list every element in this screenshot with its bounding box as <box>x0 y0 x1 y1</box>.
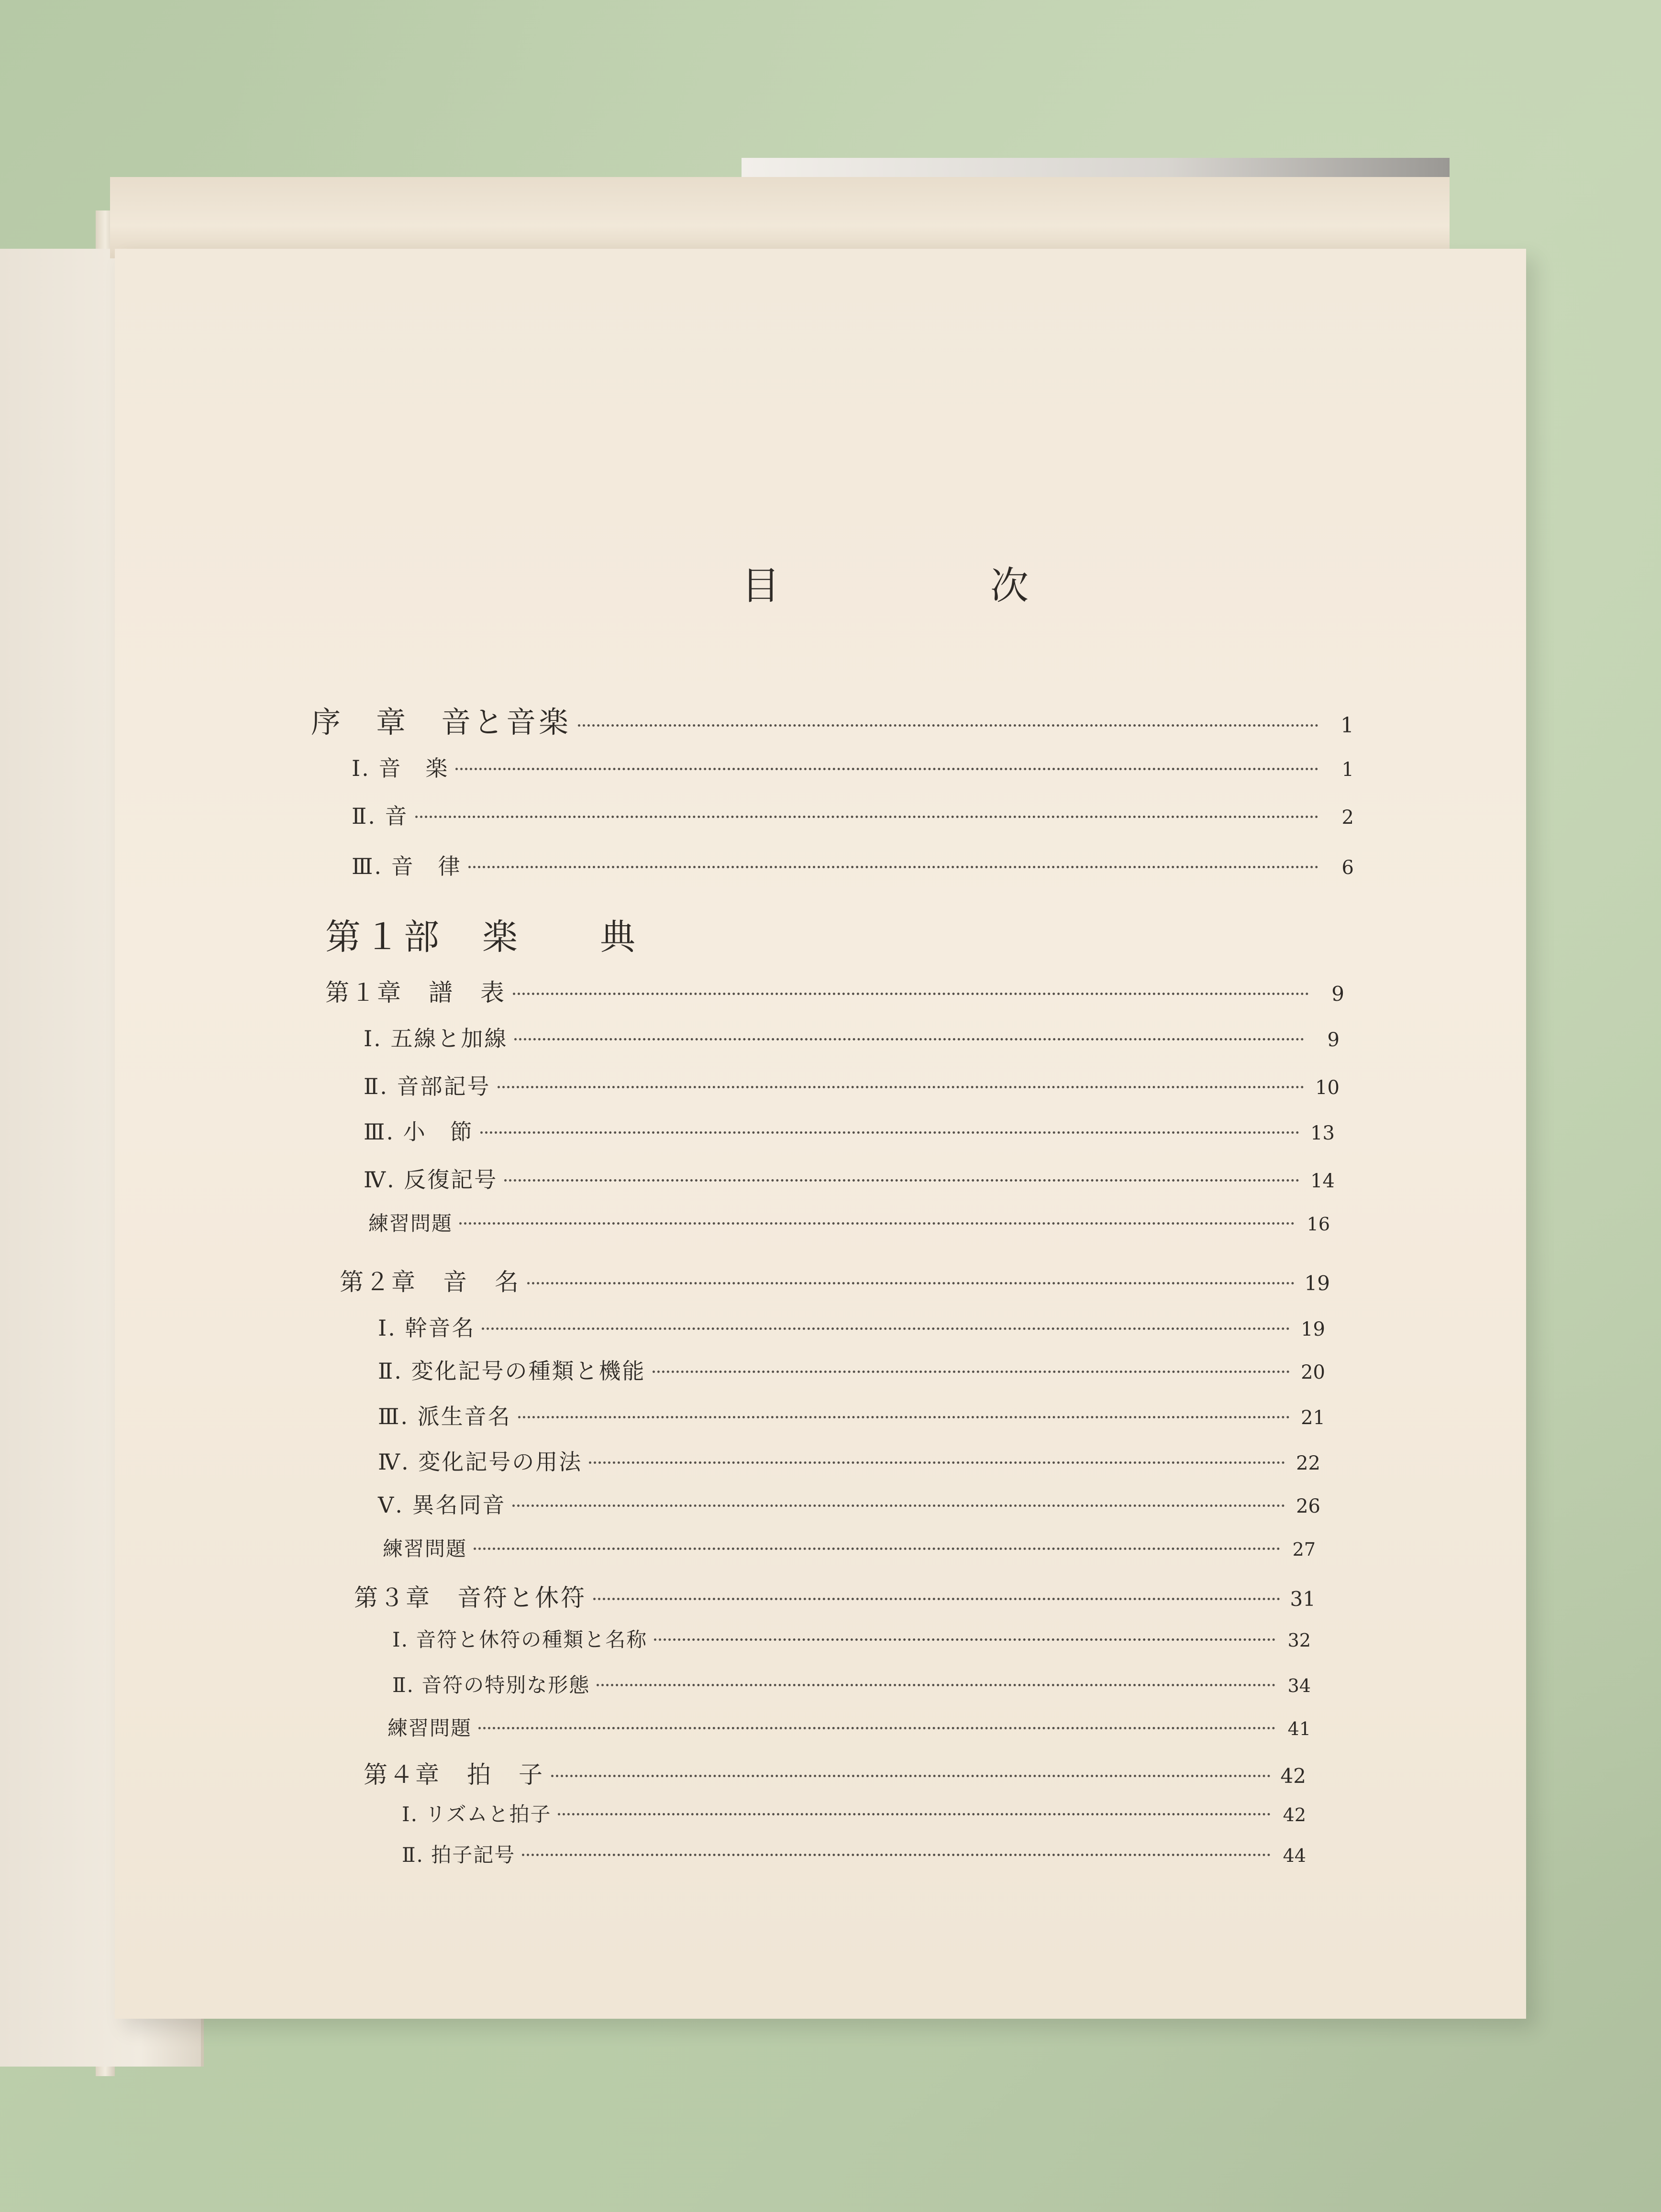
toc-entry-label: Ⅳ. 反復記号 <box>364 1167 498 1193</box>
part-heading: 第１部 楽 典 <box>325 917 639 958</box>
toc-entry-page-number: 1 <box>1341 759 1354 781</box>
toc-entry-label: Ⅲ. 音 律 <box>352 853 462 879</box>
toc-entry <box>325 973 1344 1008</box>
dot-leader <box>498 1086 1304 1088</box>
toc-entry-page-number: 27 <box>1292 1539 1316 1560</box>
toc-entry <box>402 1839 1306 1868</box>
toc-entry <box>383 1533 1316 1562</box>
toc-entry-label: Ⅴ. 異名同音 <box>378 1492 506 1518</box>
dot-leader <box>518 1416 1290 1418</box>
toc-entry <box>378 1354 1325 1385</box>
toc-entry <box>364 1756 1306 1790</box>
toc-entry-label: Ⅰ. 音符と休符の種類と名称 <box>392 1628 648 1651</box>
toc-entry-page-number: 10 <box>1315 1077 1340 1099</box>
dot-leader <box>468 866 1318 868</box>
toc-entry-label: Ⅲ. 派生音名 <box>378 1404 511 1429</box>
toc-entry-page-number: 6 <box>1341 857 1354 879</box>
dot-leader <box>415 816 1318 818</box>
toc-entry <box>364 1115 1335 1146</box>
toc-entry <box>352 799 1354 830</box>
dot-leader <box>589 1461 1285 1464</box>
toc-entry-label: Ⅰ. 音 楽 <box>352 755 449 781</box>
toc-entry-page-number: 21 <box>1301 1407 1325 1429</box>
toc-entry-label: 序 章 音と音楽 <box>311 705 572 740</box>
toc-entry-label: 練習問題 <box>383 1537 467 1560</box>
dot-leader <box>514 1038 1304 1040</box>
toc-entry-label: Ⅱ. 音符の特別な形態 <box>392 1673 590 1697</box>
toc-entry-page-number: 14 <box>1310 1170 1335 1192</box>
toc-entry-page-number: 31 <box>1290 1587 1316 1611</box>
toc-entry-page-number: 9 <box>1327 1029 1340 1051</box>
toc-entry-page-number: 13 <box>1310 1122 1335 1144</box>
toc-entry <box>378 1445 1320 1476</box>
toc-entry-page-number: 2 <box>1341 807 1354 829</box>
toc-entry-page-number: 19 <box>1301 1318 1325 1340</box>
toc-entry-page-number: 32 <box>1287 1630 1311 1651</box>
toc-entry <box>368 1208 1330 1237</box>
toc-entry-label: 練習問題 <box>388 1716 472 1740</box>
dot-leader <box>558 1813 1271 1815</box>
toc-entry-label: Ⅱ. 拍子記号 <box>402 1843 516 1867</box>
toc-entry <box>352 849 1354 881</box>
toc-entry <box>364 1069 1340 1101</box>
toc-title: 目 次 <box>742 564 1115 608</box>
dot-leader <box>459 1222 1295 1225</box>
toc-entry-page-number: 19 <box>1304 1272 1330 1295</box>
dot-leader <box>478 1727 1275 1729</box>
toc-entry <box>340 1263 1330 1297</box>
toc-entry <box>378 1311 1325 1342</box>
toc-entry-page-number: 41 <box>1287 1718 1311 1739</box>
toc-entry-label: 第４章 拍 子 <box>364 1761 544 1789</box>
toc-entry <box>364 1162 1335 1194</box>
toc-entry <box>402 1799 1306 1827</box>
dot-leader <box>551 1775 1271 1777</box>
dot-leader <box>480 1131 1299 1134</box>
toc-entry <box>378 1488 1320 1519</box>
dot-leader <box>654 1638 1275 1641</box>
dot-leader <box>593 1598 1280 1600</box>
toc-entry <box>392 1624 1311 1653</box>
dot-leader <box>455 768 1318 770</box>
toc-entry-page-number: 44 <box>1283 1845 1306 1866</box>
toc-entry-label: 第３章 音符と休符 <box>354 1584 587 1612</box>
toc-entry-page-number: 9 <box>1331 982 1344 1006</box>
toc-entry-label: 第２章 音 名 <box>340 1268 520 1296</box>
toc-entry-page-number: 34 <box>1287 1675 1311 1696</box>
book-top-edge <box>110 177 1450 258</box>
toc-entry-page-number: 16 <box>1307 1214 1330 1235</box>
dot-leader <box>512 1504 1285 1507</box>
toc-entry-label: Ⅱ. 音部記号 <box>364 1073 491 1099</box>
dot-leader <box>482 1327 1290 1330</box>
toc-entry-page-number: 42 <box>1280 1764 1306 1788</box>
dot-leader <box>474 1548 1280 1550</box>
dot-leader <box>653 1371 1290 1373</box>
toc-entry-label: Ⅱ. 音 <box>352 803 409 829</box>
toc-entry-label: Ⅰ. 幹音名 <box>378 1315 476 1341</box>
dot-leader <box>597 1684 1275 1686</box>
dot-leader <box>513 993 1309 995</box>
dot-leader <box>522 1854 1271 1856</box>
toc-entry-label: Ⅰ. リズムと拍子 <box>402 1803 552 1826</box>
toc-entry-page-number: 1 <box>1340 713 1354 738</box>
toc-entry <box>388 1713 1311 1741</box>
toc-entry-label: 練習問題 <box>368 1212 453 1235</box>
toc-entry-page-number: 20 <box>1301 1361 1325 1383</box>
toc-entry-label: Ⅲ. 小 節 <box>364 1119 474 1145</box>
toc-entry <box>378 1399 1325 1431</box>
toc-entry-label: Ⅱ. 変化記号の種類と機能 <box>378 1358 646 1384</box>
toc-entry <box>392 1670 1311 1698</box>
toc-entry-page-number: 26 <box>1296 1495 1320 1517</box>
toc-entry <box>352 751 1354 783</box>
toc-entry <box>311 698 1354 741</box>
toc-entry-label: Ⅰ. 五線と加線 <box>364 1026 508 1051</box>
toc-entry-label: Ⅳ. 変化記号の用法 <box>378 1449 583 1475</box>
toc-entry-page-number: 42 <box>1283 1804 1306 1825</box>
toc-entry <box>354 1579 1316 1613</box>
toc-entry-page-number: 22 <box>1296 1452 1320 1474</box>
dot-leader <box>578 724 1318 727</box>
toc-entry-label: 第１章 譜 表 <box>325 979 506 1006</box>
dot-leader <box>504 1179 1299 1182</box>
dot-leader <box>527 1282 1295 1284</box>
toc-entry <box>364 1021 1340 1053</box>
